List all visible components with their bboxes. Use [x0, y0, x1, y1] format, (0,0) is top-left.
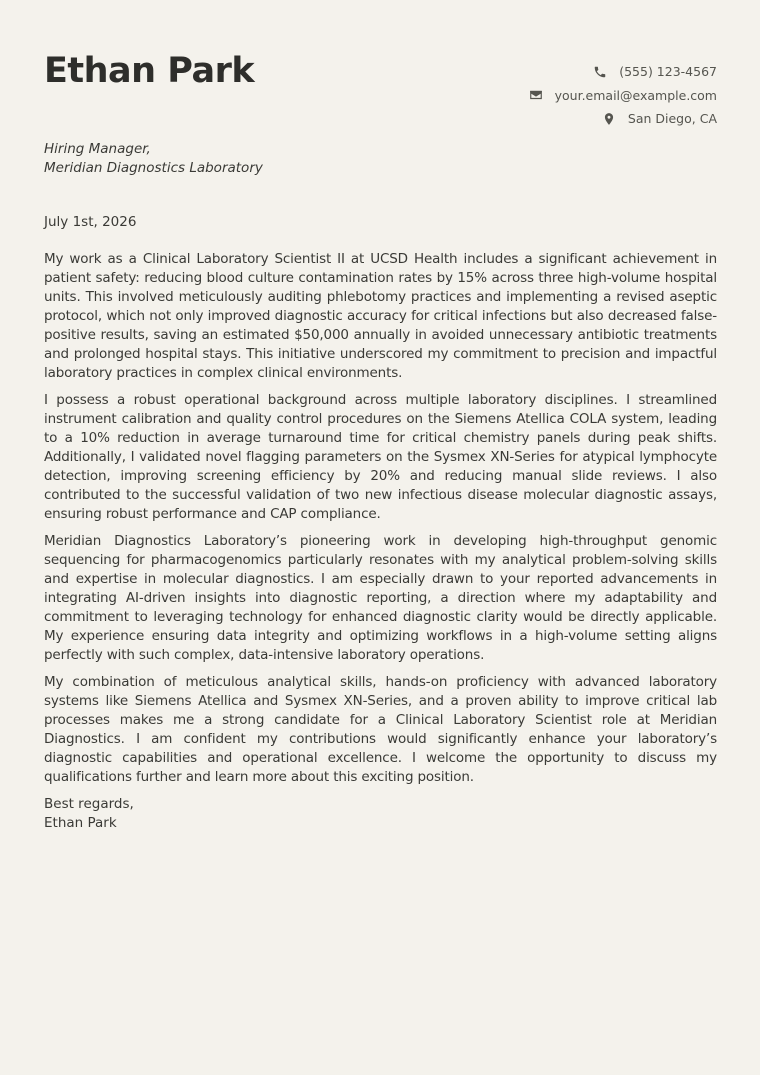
body-paragraph: Meridian Diagnostics Laboratory’s pioneering work in developing high-throughput genomic sequencing for pharmacogenomics particularly resonates with my analytical problem-solving skills and expertise in molecular diagnostics. I am especially drawn to your reported advancements in integrating AI-driven insights into diagnostic reporting, a direction where my adaptability and commitment to leveraging technology for enhanced diagnostic clarity would be directly applicable. My experience ensuring data integrity and optimizing workflows in a high-volume setting aligns perfectly with such complex, data-intensive laboratory operations.: [44, 533, 717, 663]
phone-text: (555) 123-4567: [619, 64, 717, 80]
body-paragraph: My work as a Clinical Laboratory Scientist II at UCSD Health includes a significant achievement in patient safety: reducing blood culture contamination rates by 15% across three high-volume hospital units. This involved meticulously auditing phlebotomy practices and implementing a revised aseptic protocol, which not only improved diagnostic accuracy for critical infections but also decreased false-positive results, saving an estimated $50,000 annually in avoided unnecessary antibiotic treatments and prolonged hospital stays. This initiative underscored my commitment to precision and impactful laboratory practices in complex clinical environments.: [44, 251, 717, 381]
letter-closing: [44, 795, 717, 833]
contact-location: [529, 107, 717, 131]
recipient-company: Meridian Diagnostics Laboratory: [44, 160, 263, 176]
letter-body: [44, 250, 717, 787]
location-text: San Diego, CA: [627, 111, 717, 127]
letter-date: July 1st, 2026: [44, 214, 137, 230]
email-text: your.email@example.com: [554, 87, 717, 103]
contact-block: [529, 60, 717, 131]
recipient-block: [44, 140, 717, 178]
applicant-name: Ethan Park: [44, 51, 255, 91]
recipient-title: Hiring Manager,: [44, 141, 151, 157]
body-paragraph: My combination of meticulous analytical skills, hands-on proficiency with advanced laboratory systems like Siemens Atellica and Sysmex XN-Series, and a proven ability to improve critical lab processes makes me a strong candidate for a Clinical Laboratory Scientist role at Meridian Diagnostics. I am confident my contributions would significantly enhance your laboratory’s diagnostic capabilities and operational excellence. I welcome the opportunity to discuss my qualifications further and learn more about this exciting position.: [44, 674, 717, 785]
map-pin-icon: [602, 112, 616, 126]
phone-icon: [593, 65, 607, 79]
letter-header: [44, 0, 717, 140]
envelope-icon: [529, 88, 543, 102]
closing-salutation: Best regards,: [44, 796, 134, 812]
contact-email: [529, 84, 717, 108]
contact-phone: [529, 60, 717, 84]
closing-signature: Ethan Park: [44, 815, 117, 831]
body-paragraph: I possess a robust operational background across multiple laboratory disciplines. I streamlined instrument calibration and quality control procedures on the Siemens Atellica COLA system, leading to a 10% reduction in average turnaround time for critical chemistry panels during peak shifts. Additionally, I validated novel flagging parameters on the Sysmex XN-Series for atypical lymphocyte detection, improving screening efficiency by 20% and reducing manual slide reviews. I also contributed to the successful validation of two new infectious disease molecular diagnostic assays, ensuring robust performance and CAP compliance.: [44, 392, 717, 522]
